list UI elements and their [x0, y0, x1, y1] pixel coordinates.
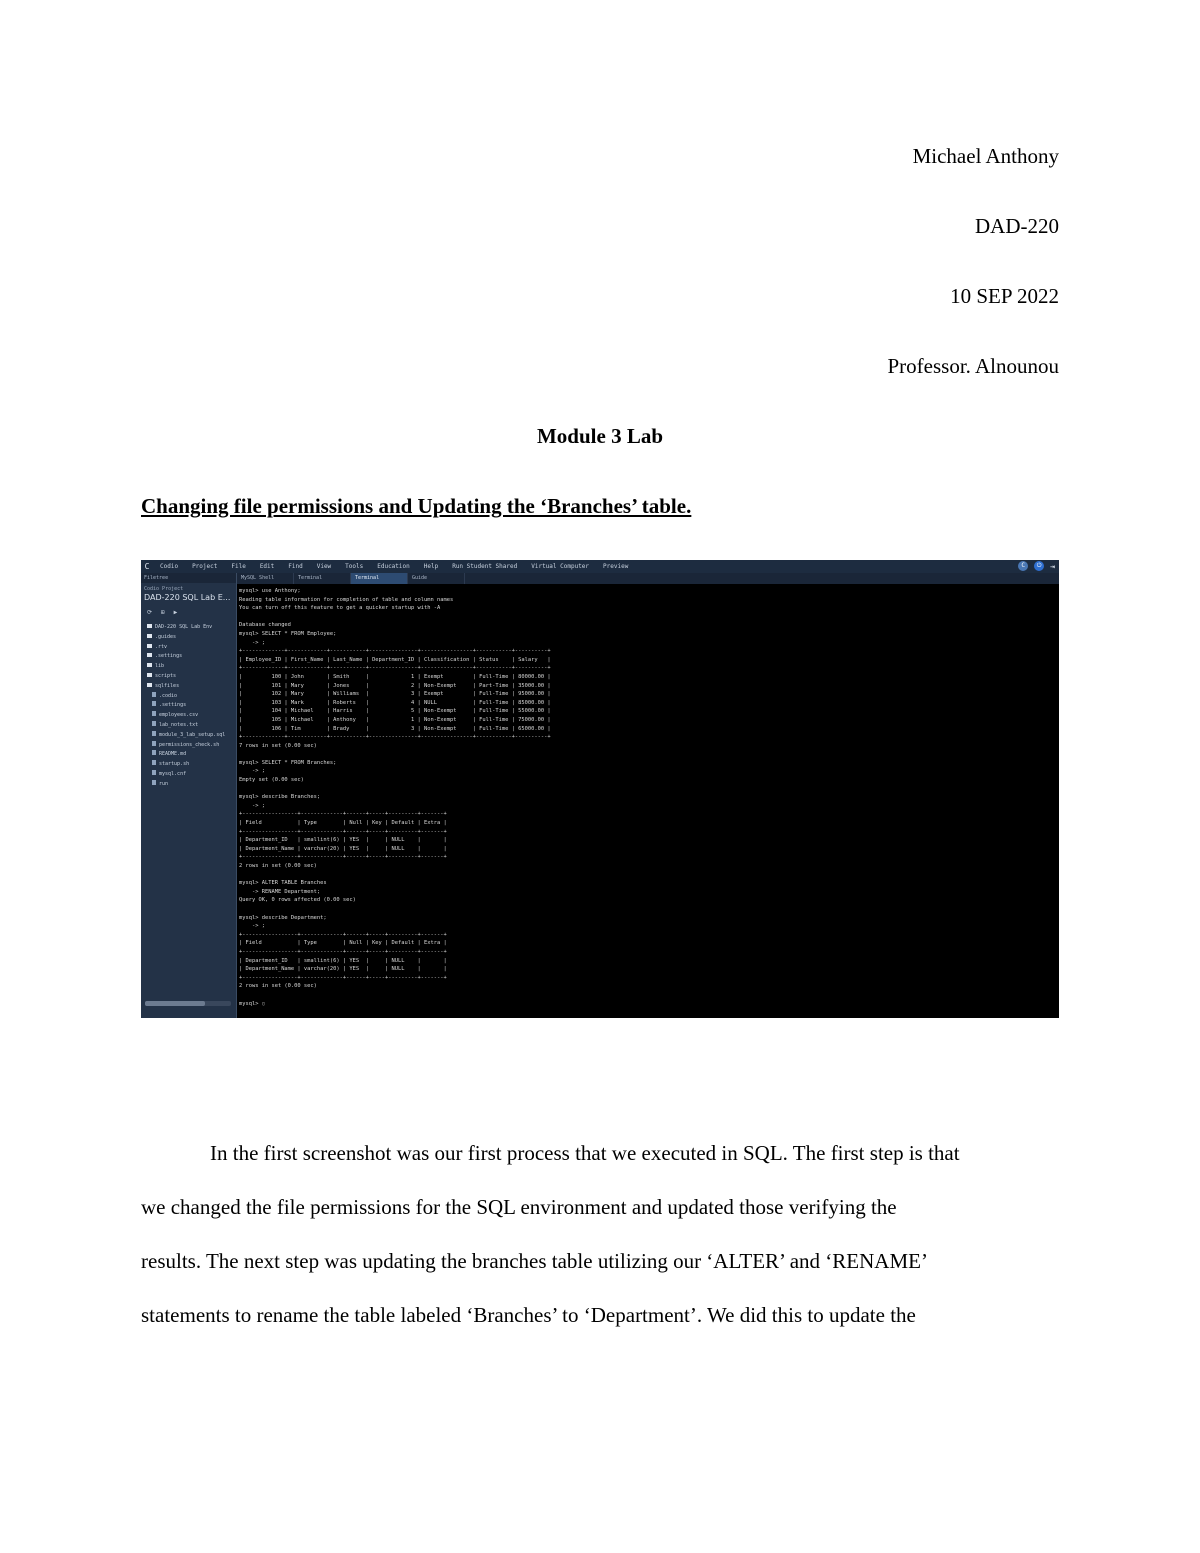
sidebar-scrollbar[interactable] [145, 1001, 231, 1006]
sidebar-toolbar [141, 606, 236, 619]
tree-item-label: lab_notes.txt [159, 721, 199, 728]
menu-item[interactable]: Tools [345, 563, 364, 570]
file-icon [152, 711, 156, 716]
section-heading: Changing file permissions and Updating the ‘Branches’ table. [141, 494, 692, 518]
file-icon [152, 731, 156, 736]
menu-item[interactable]: Find [288, 563, 303, 570]
folder-icon [147, 683, 152, 687]
tree-file[interactable] [141, 760, 236, 770]
run-icon[interactable]: ▶ [173, 609, 178, 616]
paragraph-line: In the first screenshot was our first process that we executed in SQL. The first step is that [210, 1141, 960, 1165]
tree-item-label: lib [155, 663, 165, 670]
tree-folder[interactable] [141, 623, 236, 633]
file-icon [152, 701, 156, 706]
file-icon [152, 741, 156, 746]
paragraph-line: we changed the file permissions for the SQL environment and updated those verifying the [141, 1195, 897, 1219]
menu-item[interactable]: View [316, 563, 332, 570]
tree-file[interactable] [141, 780, 236, 790]
menu-item[interactable]: File [231, 563, 246, 570]
tree-file[interactable] [141, 731, 236, 741]
codio-logo-icon: C [144, 562, 150, 571]
tree-folder[interactable] [141, 643, 236, 653]
refresh-icon[interactable]: ⟳ [147, 609, 153, 616]
tab-guide[interactable]: Guide [408, 573, 465, 584]
tree-folder[interactable] [141, 633, 236, 643]
menu-item[interactable]: Codio [160, 563, 179, 570]
file-icon [152, 770, 156, 775]
sidebar-label: Codio Project [144, 586, 184, 592]
tree-item-label: .settings [155, 653, 183, 660]
menu-item[interactable]: Run Student Shared [452, 563, 518, 570]
file-sidebar [141, 573, 237, 1018]
file-icon [152, 692, 156, 697]
folder-icon [147, 624, 152, 628]
menu-item[interactable]: Education [377, 563, 410, 570]
tree-item-label: sqlfiles [155, 682, 180, 689]
project-name: DAD-220 SQL Lab E... [144, 593, 231, 602]
tree-item-label: mysql.cnf [159, 770, 187, 777]
tree-item-label: DAD-220 SQL Lab Env [155, 624, 213, 630]
folder-icon [147, 663, 152, 667]
date: 10 SEP 2022 [950, 284, 1059, 308]
tree-file[interactable] [141, 701, 236, 711]
paragraph-line: results. The next step was updating the branches table utilizing our ‘ALTER’ and ‘RENAME’ [141, 1249, 928, 1273]
document-title: Module 3 Lab [536, 424, 664, 448]
menu-item[interactable]: Preview [603, 563, 629, 570]
professor-name: Professor. Alnounou [887, 354, 1059, 378]
course-code: DAD-220 [975, 214, 1059, 238]
body-paragraph [141, 1126, 1061, 1342]
menu-item[interactable]: Virtual Computer [531, 563, 590, 570]
tree-file[interactable] [141, 750, 236, 760]
menu-item[interactable]: Edit [259, 563, 275, 570]
tree-item-label: .codio [159, 692, 178, 699]
folder-icon [147, 653, 152, 657]
tree-folder[interactable] [141, 662, 236, 672]
menu-item[interactable]: Project [192, 563, 218, 570]
tree-item-label: .rtv [155, 643, 168, 650]
ide-menubar [141, 560, 1059, 573]
tree-folder[interactable] [141, 652, 236, 662]
menu-item[interactable]: Help [423, 563, 439, 570]
tree-item-label: .guides [155, 633, 177, 640]
user-avatar-icon[interactable]: C [1018, 561, 1028, 571]
folder-icon [147, 673, 152, 677]
tree-file[interactable] [141, 692, 236, 702]
tree-item-label: scripts [155, 672, 177, 679]
sidebar-tab[interactable]: Filetree [141, 573, 236, 583]
tree-folder[interactable] [141, 672, 236, 682]
terminal-output[interactable]: mysql> use Anthony; Reading table information for completion of table and column names You can turn off this feature to get a quicker startup with -A Database changed mysql> SELECT * FROM Employee; -> ; +-------------+------------+-----------+---------------+----------------+-----------+----------+ | Employee_ID | First_Name | Last_Name | Department_ID | Classification | Status | Salary | +-------------+------------+-----------+---------------+----------------+-----------+----------+ | 100 | John | Smith | 1 | Exempt | Full-Time | 80000.00 | | 101 | Mary | Jones | 2 | Non-Exempt | Part-Time | 35000.00 | | 102 | Mary | Williams | 3 | Exempt | Full-Time | 95000.00 | | 103 | Mark | Roberts | 4 | NULL | Full-Time | 85000.00 | | 104 | Michael | Harris | 5 | Non-Exempt | Full-Time | 55000.00 | | 105 | Michael | Anthony | 1 | Non-Exempt | Full-Time | 75000.00 | | 106 | Tim | Brady | 3 | Non-Exempt | Full-Time | 65000.00 | +-------------+------------+-----------+---------------+----------------+-----------+----------+ 7 rows in set (0.00 sec) mysql> SELECT * FROM Branches; -> ; Empty set (0.00 sec) mysql> describe Branches; -> ; +-----------------+-------------+------+-----+---------+-------+ | Field | Type | Null | Key | Default | Extra | +-----------------+-------------+------+-----+---------+-------+ | Department_ID | smallint(6) | YES | | NULL | | | Department_Name | varchar(20) | YES | | NULL | | +-----------------+-------------+------+-----+---------+-------+ 2 rows in set (0.00 sec) mysql> ALTER TABLE Branches -> RENAME Department; Query OK, 0 rows affected (0.00 sec) mysql> describe Department; -> ; +-----------------+-------------+------+-----+---------+-------+ | Field | Type | Null | Key | Default | Extra | +-----------------+-------------+------+-----+---------+-------+ | Department_ID | smallint(6) | YES | | NULL | | | Department_Name | varchar(20) | YES | | NULL | | +-----------------+-------------+------+-----+---------+-------+ 2 rows in set (0.00 sec) mysql> ▯ [239, 588, 551, 1007]
tree-item-label: README.md [159, 751, 187, 758]
tree-file[interactable] [141, 721, 236, 731]
file-tree [141, 623, 236, 790]
tree-item-label: permissions_check.sh [159, 741, 220, 748]
tree-item-label: .settings [159, 702, 187, 709]
tree-item-label: run [159, 780, 169, 787]
tree-item-label: module_3_lab_setup.sql [159, 731, 226, 738]
menubar-right [1018, 561, 1055, 571]
tree-folder[interactable] [141, 682, 236, 692]
author-name: Michael Anthony [912, 144, 1059, 168]
tree-file[interactable] [141, 711, 236, 721]
folder-icon [147, 644, 152, 648]
editor-tabs [237, 573, 1059, 584]
folder-icon [147, 634, 152, 638]
power-icon[interactable]: ⏻ [1034, 561, 1044, 571]
layout-icon[interactable]: ⊞ [161, 609, 165, 616]
tab-mysql-shell[interactable]: MySQL Shell [237, 573, 294, 584]
tree-item-label: employees.csv [159, 712, 199, 719]
paragraph-line: statements to rename the table labeled ‘Branches’ to ‘Department’. We did this to update the [141, 1303, 916, 1327]
tab-terminal[interactable]: Terminal [294, 573, 351, 584]
tab-terminal-active[interactable]: Terminal [351, 573, 408, 584]
header-block [887, 140, 1059, 420]
embedded-screenshot [141, 560, 1059, 1018]
file-icon [152, 780, 156, 785]
tree-item-label: startup.sh [159, 761, 190, 768]
file-icon [152, 760, 156, 765]
scrollbar-thumb[interactable] [145, 1001, 205, 1006]
tree-file[interactable] [141, 770, 236, 780]
tree-file[interactable] [141, 741, 236, 751]
file-icon [152, 750, 156, 755]
exit-icon[interactable]: ⇥ [1050, 561, 1055, 571]
file-icon [152, 721, 156, 726]
